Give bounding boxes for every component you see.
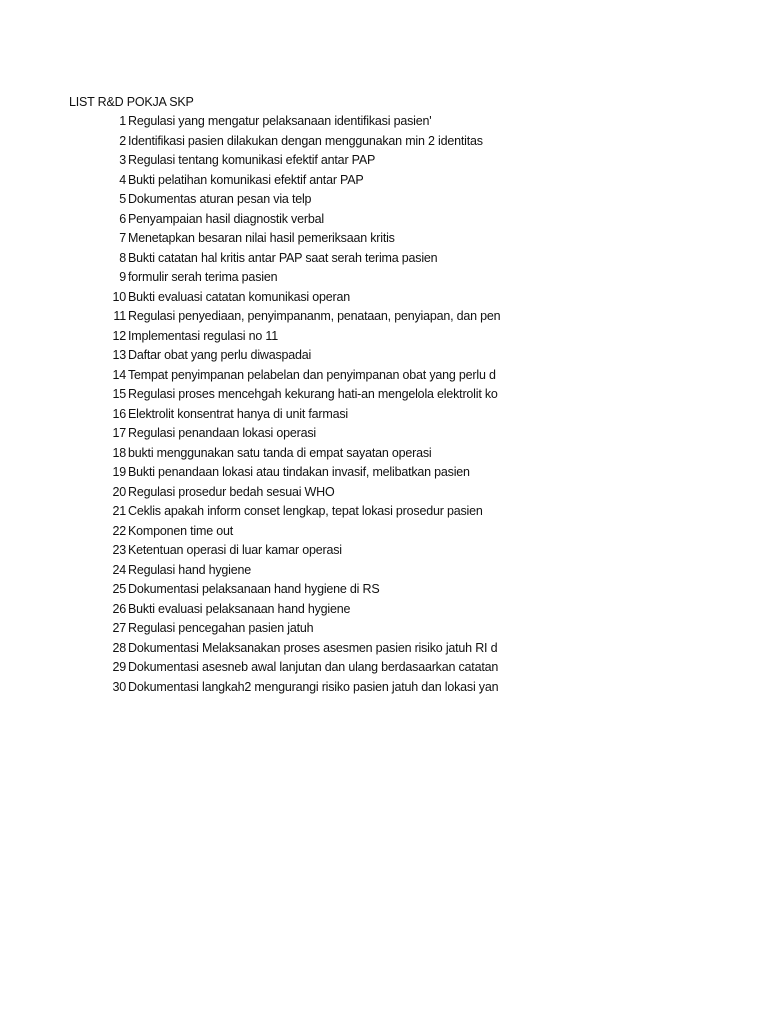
- list-item: [0, 327, 768, 347]
- item-number: 13: [112, 348, 126, 362]
- item-number: 24: [112, 562, 126, 577]
- item-text: Regulasi prosedur bedah sesuai WHO: [128, 484, 335, 499]
- list-item: [0, 639, 768, 659]
- item-text: Dokumentas aturan pesan via telp: [128, 192, 312, 206]
- list-item: [0, 444, 768, 464]
- list-item: [0, 385, 768, 405]
- item-text: Regulasi yang mengatur pelaksanaan identifikasi pasien': [128, 114, 432, 128]
- list-item: [0, 210, 768, 230]
- item-number: 17: [112, 426, 126, 440]
- list-item: [0, 483, 768, 503]
- item-text: Dokumentasi langkah2 mengurangi risiko pasien jatuh dan lokasi yan: [128, 679, 499, 694]
- list-item: [0, 171, 768, 191]
- item-number: 27: [112, 621, 126, 635]
- item-text: formulir serah terima pasien: [128, 270, 278, 284]
- list-item: [0, 112, 768, 132]
- list-item: [0, 463, 768, 483]
- item-text: Bukti pelatihan komunikasi efektif antar PAP: [128, 172, 364, 187]
- list-item: [0, 307, 768, 327]
- item-number: 7: [119, 231, 126, 245]
- list-item: [0, 522, 768, 542]
- item-number: 3: [119, 153, 126, 167]
- item-number: 25: [112, 582, 126, 596]
- item-text: Elektrolit konsentrat hanya di unit farmasi: [128, 406, 348, 421]
- list-item: [0, 580, 768, 600]
- item-text: Bukti evaluasi catatan komunikasi operan: [128, 289, 350, 304]
- item-text: Daftar obat yang perlu diwaspadai: [128, 348, 312, 362]
- list-item: [0, 366, 768, 386]
- list-item: [0, 229, 768, 249]
- item-text: Identifikasi pasien dilakukan dengan menggunakan min 2 identitas: [128, 133, 483, 148]
- list-item: [0, 132, 768, 152]
- item-number: 18: [112, 445, 126, 460]
- item-number: 20: [112, 484, 126, 499]
- list-item: [0, 190, 768, 210]
- item-number: 1: [119, 114, 126, 128]
- item-number: 26: [112, 601, 126, 616]
- item-number: 21: [112, 504, 126, 518]
- item-number: 4: [119, 172, 126, 187]
- list-item: [0, 151, 768, 171]
- item-text: Regulasi penyediaan, penyimpananm, penataan, penyiapan, dan pen: [128, 309, 501, 323]
- item-number: 5: [119, 192, 126, 206]
- item-text: Bukti evaluasi pelaksanaan hand hygiene: [128, 601, 351, 616]
- list-item: [0, 561, 768, 581]
- item-text: Ceklis apakah inform conset lengkap, tepat lokasi prosedur pasien: [128, 504, 483, 518]
- item-text: Implementasi regulasi no 11: [128, 328, 279, 343]
- item-text: Dokumentasi asesneb awal lanjutan dan ulang berdasaarkan catatan: [128, 660, 499, 674]
- list-item: [0, 424, 768, 444]
- item-number: 11: [113, 309, 126, 323]
- list-item: [0, 678, 768, 698]
- item-number: 6: [119, 211, 126, 226]
- list-item: [0, 288, 768, 308]
- item-number: 2: [119, 133, 126, 148]
- list-item: [0, 541, 768, 561]
- list-item: [0, 405, 768, 425]
- item-number: 29: [112, 660, 126, 674]
- item-number: 12: [112, 328, 126, 343]
- item-number: 10: [112, 289, 126, 304]
- item-number: 23: [112, 543, 126, 557]
- item-number: 28: [112, 640, 126, 655]
- item-text: Regulasi pencegahan pasien jatuh: [128, 621, 314, 635]
- list-item: [0, 268, 768, 288]
- item-number: 30: [112, 679, 126, 694]
- list-item: [0, 619, 768, 639]
- item-number: 8: [119, 250, 126, 265]
- item-number: 19: [112, 465, 126, 479]
- list-item: [0, 502, 768, 522]
- item-number: 16: [112, 406, 126, 421]
- item-text: bukti menggunakan satu tanda di empat sayatan operasi: [128, 445, 432, 460]
- item-text: Regulasi proses mencehgah kekurang hati-an mengelola elektrolit ko: [128, 387, 498, 401]
- document-title: LIST R&D POKJA SKP: [69, 95, 194, 109]
- item-text: Regulasi hand hygiene: [128, 562, 251, 577]
- item-number: 15: [112, 387, 126, 401]
- item-number: 22: [112, 523, 126, 538]
- item-text: Penyampaian hasil diagnostik verbal: [128, 211, 324, 226]
- item-text: Regulasi tentang komunikasi efektif antar PAP: [128, 153, 376, 167]
- list-item: [0, 600, 768, 620]
- item-text: Regulasi penandaan lokasi operasi: [128, 426, 316, 440]
- item-number: 9: [119, 270, 126, 284]
- item-text: Ketentuan operasi di luar kamar operasi: [128, 543, 342, 557]
- item-text: Tempat penyimpanan pelabelan dan penyimpanan obat yang perlu d: [128, 367, 496, 382]
- item-text: Bukti catatan hal kritis antar PAP saat serah terima pasien: [128, 250, 438, 265]
- item-text: Bukti penandaan lokasi atau tindakan invasif, melibatkan pasien: [128, 465, 470, 479]
- item-text: Menetapkan besaran nilai hasil pemeriksaan kritis: [128, 231, 395, 245]
- item-number: 14: [112, 367, 126, 382]
- list-item: [0, 249, 768, 269]
- item-text: Komponen time out: [128, 523, 233, 538]
- item-list: [0, 112, 768, 697]
- item-text: Dokumentasi pelaksanaan hand hygiene di RS: [128, 582, 380, 596]
- list-item: [0, 658, 768, 678]
- list-item: [0, 346, 768, 366]
- item-text: Dokumentasi Melaksanakan proses asesmen pasien risiko jatuh RI d: [128, 640, 498, 655]
